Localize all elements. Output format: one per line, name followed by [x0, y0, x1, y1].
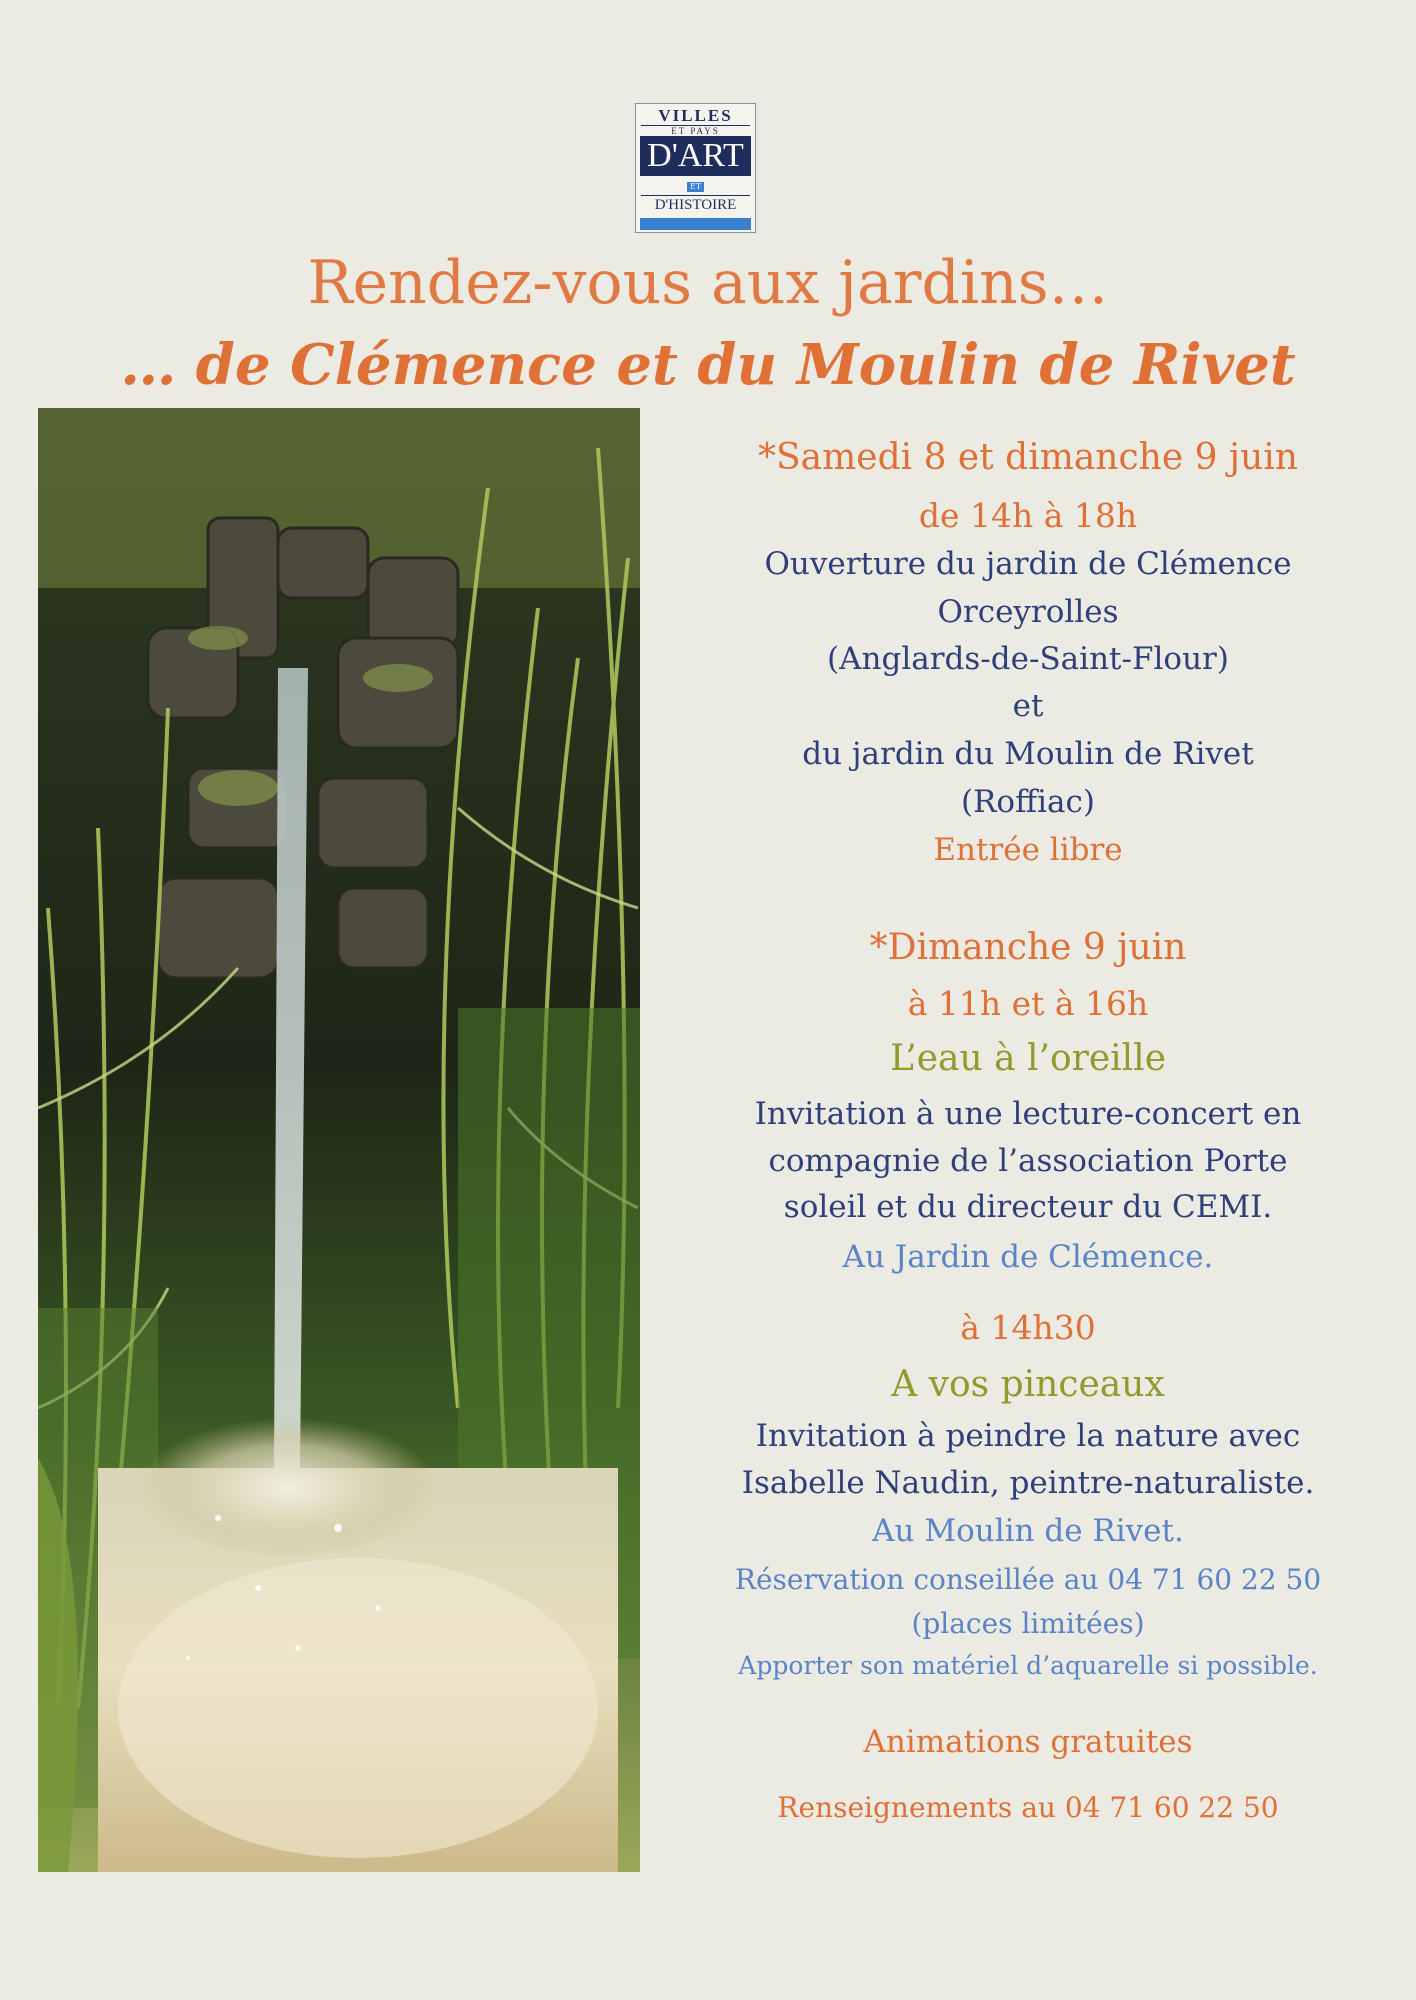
event3-reservation: Réservation conseillée au 04 71 60 22 50 [734, 1563, 1322, 1596]
event3-line2: Isabelle Naudin, peintre-naturaliste. [741, 1465, 1315, 1501]
event1-line6: (Roffiac) [961, 784, 1095, 820]
event2-date: *Dimanche 9 juin [869, 927, 1187, 968]
event3-title: A vos pinceaux [891, 1364, 1165, 1405]
event2-line3: soleil et du directeur du CEMI. [783, 1189, 1273, 1225]
waterfall-garden-photo [38, 408, 640, 1872]
logo-blue-band [640, 218, 751, 230]
event2-place: Au Jardin de Clémence. [842, 1239, 1214, 1275]
logo-line-dhistoire: D'HISTOIRE [641, 195, 750, 214]
event2-line2: compagnie de l’association Porte [768, 1143, 1288, 1179]
villes-art-histoire-logo [635, 103, 756, 233]
free-activities: Animations gratuites [863, 1724, 1193, 1760]
event2-hours: à 11h et à 16h [907, 984, 1149, 1023]
event1-dates: *Samedi 8 et dimanche 9 juin [758, 437, 1298, 478]
event1-entry: Entrée libre [933, 832, 1123, 868]
event3-place: Au Moulin de Rivet. [872, 1513, 1184, 1549]
logo-line-et: ET [687, 182, 704, 192]
logo-line-dart: D'ART [640, 136, 751, 176]
info-phone: Renseignements au 04 71 60 22 50 [777, 1791, 1279, 1824]
logo-line-et-pays: ET PAYS [671, 126, 720, 136]
logo-line-villes: VILLES [641, 107, 750, 126]
poster-title: Rendez-vous aux jardins… [307, 248, 1109, 318]
event3-hours: à 14h30 [960, 1308, 1096, 1347]
event1-line5: du jardin du Moulin de Rivet [802, 736, 1254, 772]
poster-subtitle: … de Clémence et du Moulin de Rivet [120, 332, 1296, 398]
event2-title: L’eau à l’oreille [889, 1038, 1166, 1079]
event1-hours: de 14h à 18h [918, 496, 1138, 535]
event1-line1: Ouverture du jardin de Clémence [764, 546, 1292, 582]
event3-material: Apporter son matériel d’aquarelle si possible. [738, 1651, 1318, 1680]
event1-line2: Orceyrolles [937, 594, 1119, 630]
event1-line3: (Anglards-de-Saint-Flour) [827, 641, 1229, 677]
event1-line4: et [1012, 688, 1044, 724]
event2-line1: Invitation à une lecture-concert en [754, 1096, 1302, 1132]
event3-limited: (places limitées) [911, 1607, 1145, 1640]
event3-line1: Invitation à peindre la nature avec [755, 1418, 1301, 1454]
